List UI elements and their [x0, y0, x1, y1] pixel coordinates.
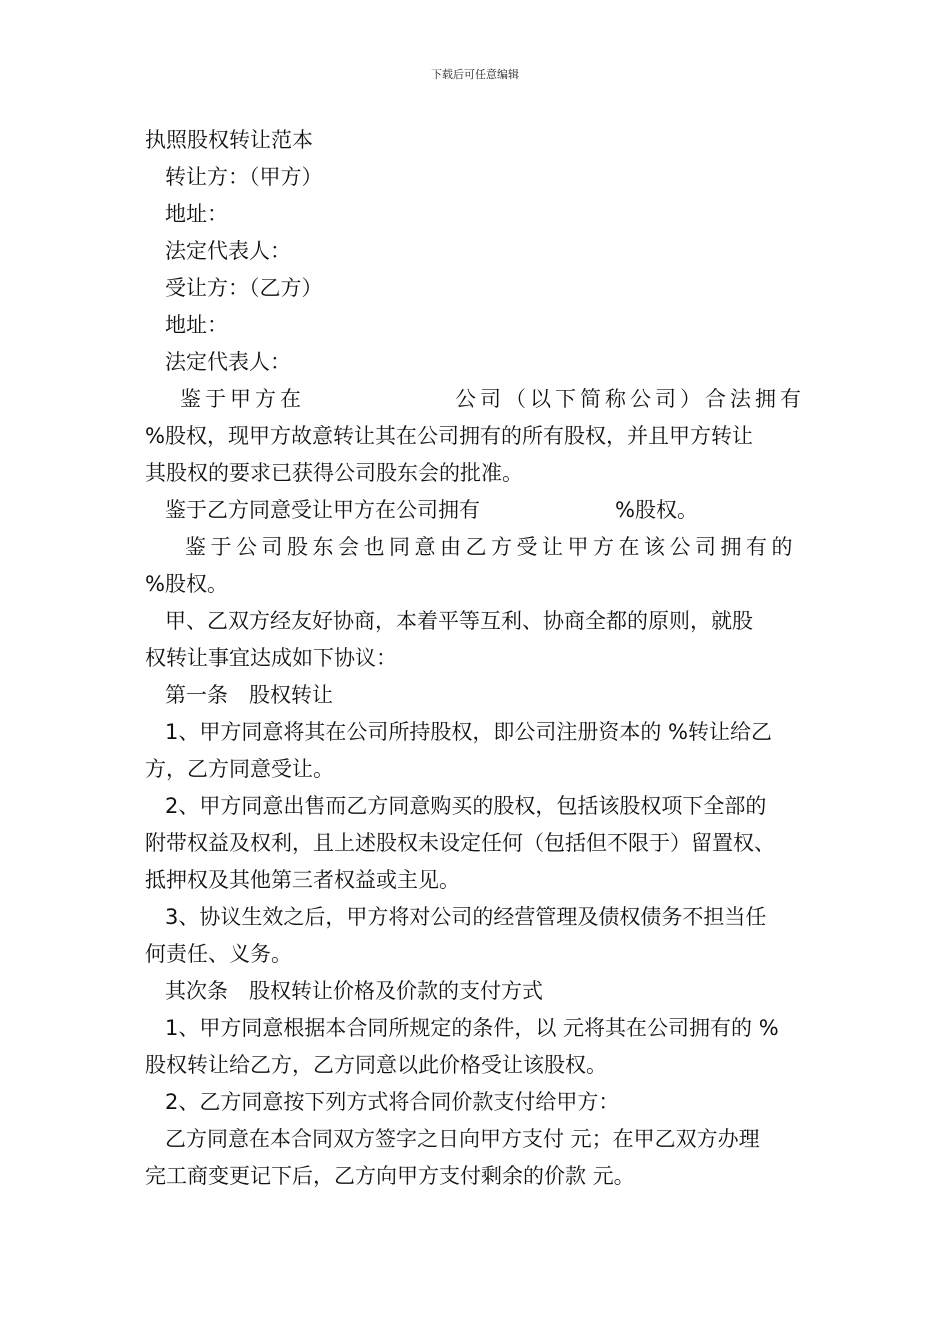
recital-1-line-2: %股权，现甲方故意转让其在公司拥有的所有股权，并且甲方转让	[145, 424, 753, 448]
article-1-item-1-line-1: 1、甲方同意将其在公司所持股权，即公司注册资本的 %转让给乙	[165, 720, 772, 744]
contract-body	[145, 122, 810, 1195]
article-1-heading: 第一条 股权转让	[165, 683, 333, 707]
article-2-item-2-para-line-1: 乙方同意在本合同双方签字之日向甲方支付 元；在甲乙双方办理	[165, 1127, 760, 1151]
article-2-item-1-line-1: 1、甲方同意根据本合同所规定的条件，以 元将其在公司拥有的 %	[165, 1016, 779, 1040]
article-1-item-2-line-1: 2、甲方同意出售而乙方同意购买的股权，包括该股权项下全部的	[165, 794, 767, 818]
article-1-item-3-line-2: 何责任、义务。	[145, 942, 292, 966]
page-header: 下载后可任意编辑	[431, 68, 519, 81]
recital-1-part-b: 公司（以下简称公司）合法拥有	[455, 387, 805, 411]
transferee-representative: 法定代表人：	[165, 350, 291, 374]
article-1-item-2-line-3: 抵押权及其他第三者权益或主见。	[145, 868, 460, 892]
article-2-heading: 其次条 股权转让价格及价款的支付方式	[165, 979, 543, 1003]
article-2-item-1-line-2: 股权转让给乙方，乙方同意以此价格受让该股权。	[145, 1053, 607, 1077]
transferor-line: 转让方：（甲方）	[165, 165, 323, 189]
recital-1-part-a: 鉴于甲方在	[180, 387, 305, 411]
article-2-item-2-para-line-2: 完工商变更记下后，乙方向甲方支付剩余的价款 元。	[145, 1164, 635, 1188]
transferor-address: 地址：	[165, 202, 228, 226]
article-1-item-3-line-1: 3、协议生效之后，甲方将对公司的经营管理及债权债务不担当任	[165, 905, 767, 929]
recital-3-line-2: %股权。	[145, 572, 228, 596]
document-title: 执照股权转让范本	[145, 128, 313, 152]
article-1-item-2-line-2: 附带权益及权利，且上述股权未设定任何（包括但不限于）留置权、	[145, 831, 775, 855]
recital-4-line-2: 权转让事宜达成如下协议：	[145, 646, 397, 670]
recital-2-part-b: %股权。	[615, 498, 698, 522]
transferor-representative: 法定代表人：	[165, 239, 291, 263]
article-2-item-2-line-1: 2、乙方同意按下列方式将合同价款支付给甲方：	[165, 1090, 620, 1114]
recital-4-line-1: 甲、乙双方经友好协商，本着平等互利、协商全都的原则，就股	[165, 609, 753, 633]
recital-1-line-1	[145, 381, 810, 418]
recital-1-line-3: 其股权的要求已获得公司股东会的批准。	[145, 461, 523, 485]
recital-2-part-a: 鉴于乙方同意受让甲方在公司拥有	[165, 498, 480, 522]
article-1-item-1-line-2: 方，乙方同意受让。	[145, 757, 334, 781]
transferee-address: 地址：	[165, 313, 228, 337]
recital-3-line-1: 鉴于公司股东会也同意由乙方受让甲方在该公司拥有的	[185, 535, 797, 559]
transferee-line: 受让方：（乙方）	[165, 276, 323, 300]
recital-2	[145, 492, 810, 529]
